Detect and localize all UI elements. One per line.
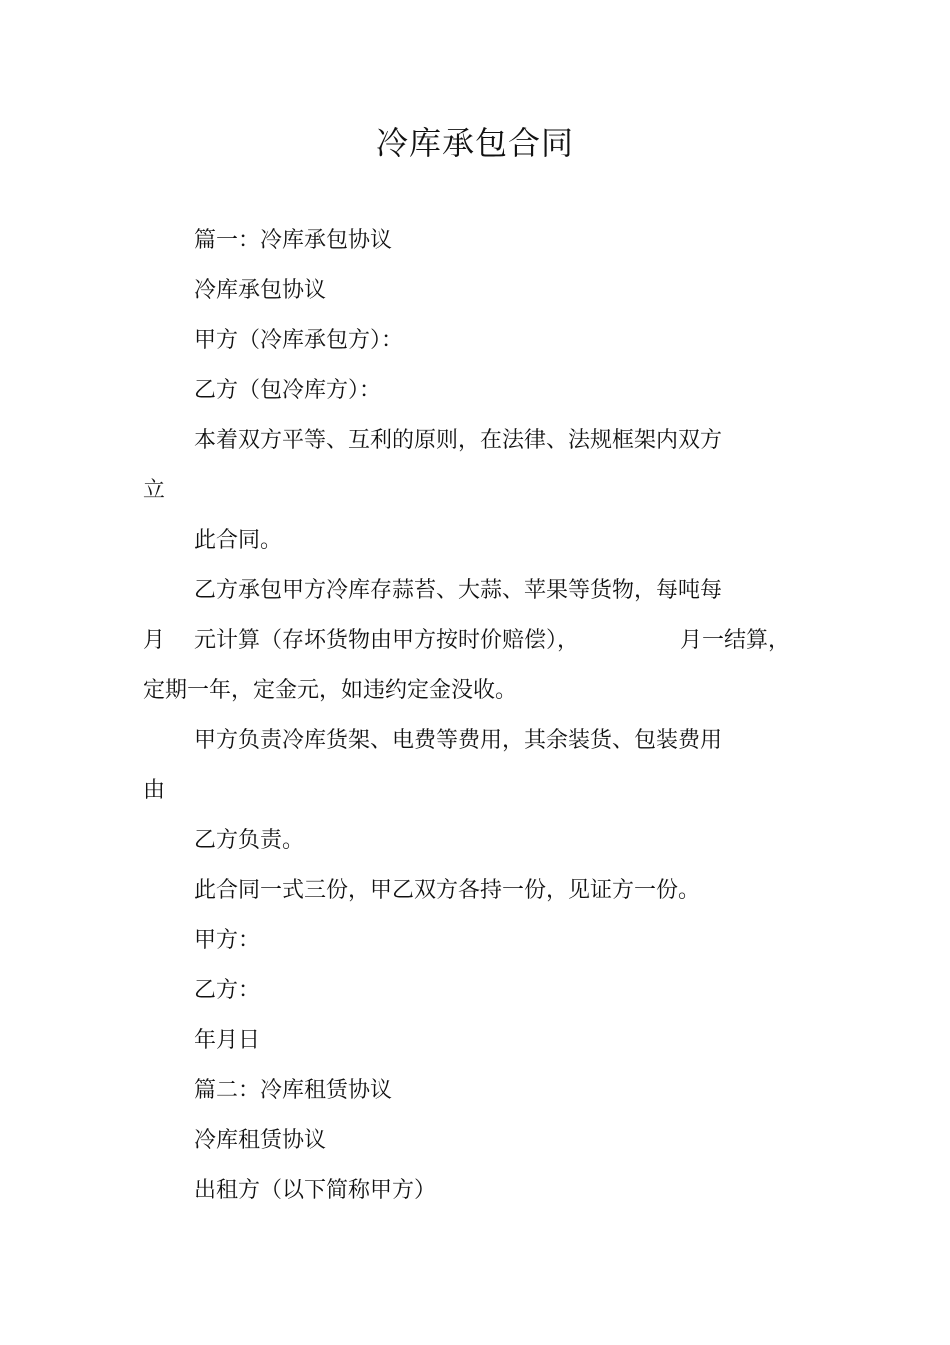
clause1-line3: 此合同。 [194, 528, 283, 553]
clause2-line2-price: 元计算（存坏货物由甲方按时价赔偿）， [194, 628, 580, 653]
section2-heading: 篇二：冷库租赁协议 [194, 1078, 393, 1103]
clause3-line1: 甲方负责冷库货架、电费等费用，其余装货、包装费用 [194, 728, 723, 753]
lessor-line: 出租方（以下简称甲方） [194, 1178, 437, 1203]
clause4: 此合同一式三份，甲乙双方各持一份，见证方一份。 [194, 878, 701, 903]
clause2-line3: 定期一年，定金元，如违约定金没收。 [143, 678, 518, 703]
section2-subtitle: 冷库租赁协议 [194, 1128, 327, 1153]
clause3-line2: 由 [143, 778, 166, 803]
signature-date: 年月日 [194, 1028, 261, 1053]
section1-subtitle: 冷库承包协议 [194, 278, 327, 303]
document-title: 冷库承包合同 [375, 124, 574, 162]
signature-party-b: 乙方： [194, 978, 261, 1003]
section1-heading: 篇一：冷库承包协议 [194, 228, 393, 253]
clause1-line1: 本着双方平等、互利的原则，在法律、法规框架内双方 [194, 428, 723, 453]
clause3-line3: 乙方负责。 [194, 828, 305, 853]
party-a-line: 甲方（冷库承包方）： [194, 328, 404, 353]
party-b-line: 乙方（包冷库方）： [194, 378, 382, 403]
clause2-line2-month: 月 [143, 628, 166, 653]
signature-party-a: 甲方： [194, 928, 261, 953]
clause2-line2-settlement: 月一结算， [680, 628, 791, 653]
clause1-line2: 立 [143, 478, 166, 503]
clause2-line1: 乙方承包甲方冷库存蒜苔、大蒜、苹果等货物，每吨每 [194, 578, 723, 603]
